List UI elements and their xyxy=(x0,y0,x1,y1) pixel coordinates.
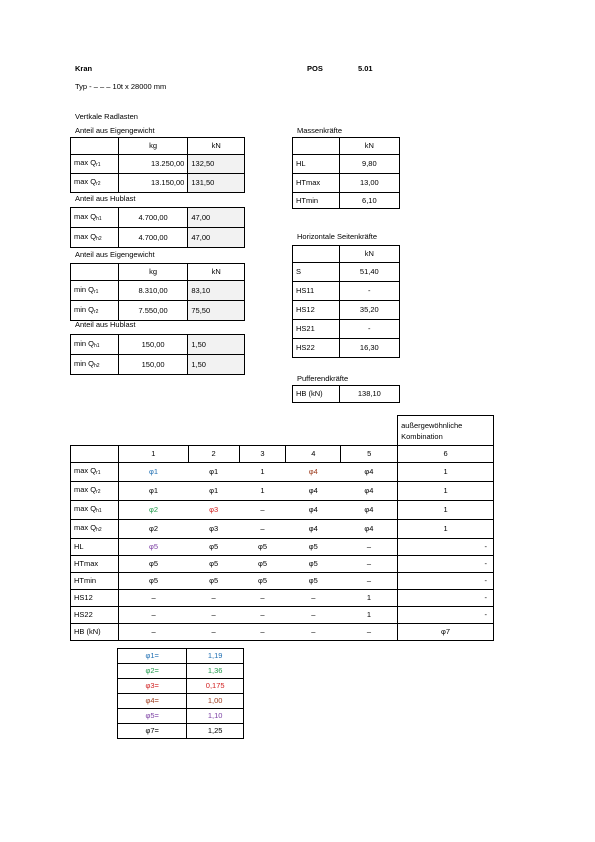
factor-label: φ7= xyxy=(118,724,187,739)
combo-cell: – xyxy=(118,624,188,641)
combo-cell: – xyxy=(118,590,188,607)
value: 9,80 xyxy=(339,155,399,174)
table-row xyxy=(293,301,400,320)
combo-cell: – xyxy=(239,624,286,641)
empty-header-cell xyxy=(71,138,119,155)
own-weight-label-2: Anteil aus Eigengewicht xyxy=(75,250,155,259)
unit-kn: kN xyxy=(339,246,399,263)
value: - xyxy=(339,282,399,301)
table-row xyxy=(71,301,245,321)
horizontal-title: Horizontale Seitenkräfte xyxy=(297,232,378,241)
combo-cell: φ4 xyxy=(341,463,398,482)
table-row xyxy=(293,155,400,174)
kg-value: 4.700,00 xyxy=(118,208,188,228)
table-row xyxy=(71,520,494,539)
combo-cell: φ1 xyxy=(188,482,239,501)
combo-cell: – xyxy=(118,607,188,624)
kg-value: 13.250,00 xyxy=(118,155,188,174)
row-label: S xyxy=(293,263,340,282)
combo-cell: φ7 xyxy=(398,624,494,641)
row-label: HB (kN) xyxy=(71,624,119,641)
row-label: HL xyxy=(71,539,119,556)
table-row xyxy=(71,556,494,573)
factors-body xyxy=(118,649,244,739)
row-label: HTmin xyxy=(71,573,119,590)
combo-cell: 1 xyxy=(398,501,494,520)
combo-cell: φ5 xyxy=(286,573,341,590)
factor-value: 1,00 xyxy=(187,694,244,709)
col-header: 6 xyxy=(398,446,494,463)
value: 51,40 xyxy=(339,263,399,282)
combo-cell: φ4 xyxy=(286,501,341,520)
combo-cell: φ1 xyxy=(188,463,239,482)
combo-cell: φ5 xyxy=(188,573,239,590)
horizontal-forces-table xyxy=(292,245,400,358)
combo-cell: φ5 xyxy=(188,556,239,573)
row-label: $\min Q_{r1}$ xyxy=(71,281,119,301)
value: 138,10 xyxy=(339,386,399,403)
blank-cell xyxy=(341,416,398,446)
table-row xyxy=(71,539,494,556)
kg-value: 150,00 xyxy=(118,355,188,375)
row-label: HB (kN) xyxy=(293,386,340,403)
table-row xyxy=(293,339,400,358)
max-own-weight-table xyxy=(70,137,245,193)
combo-cell: φ5 xyxy=(118,573,188,590)
table-row xyxy=(71,174,245,193)
factor-label: φ1= xyxy=(118,649,187,664)
combo-cell: 1 xyxy=(239,463,286,482)
vertical-title: Vertkale Radlasten xyxy=(75,112,138,121)
table-row xyxy=(118,664,244,679)
pos-value: 5.01 xyxy=(358,64,373,73)
special-combination-header: außergewöhnliche Kombination xyxy=(398,416,494,446)
row-label: $\max Q_{h2}$ xyxy=(71,520,119,539)
combo-cell: – xyxy=(239,590,286,607)
combo-cell: φ1 xyxy=(118,463,188,482)
combo-cell: 1 xyxy=(398,463,494,482)
kn-value: 131,50 xyxy=(188,174,245,193)
combo-cell: φ4 xyxy=(341,520,398,539)
table-row xyxy=(71,335,245,355)
blank-cell xyxy=(188,416,239,446)
col-header: 5 xyxy=(341,446,398,463)
table-row xyxy=(71,208,245,228)
pos-label: POS xyxy=(307,64,323,73)
row-label: HL xyxy=(293,155,340,174)
row-label: HTmin xyxy=(293,193,340,209)
row-label: $\max Q_{h2}$ xyxy=(71,228,119,248)
min-hub-table xyxy=(70,334,245,375)
table-row xyxy=(71,501,494,520)
row-label: HS12 xyxy=(71,590,119,607)
table-row xyxy=(293,386,400,403)
table-row xyxy=(71,228,245,248)
combo-cell: φ1 xyxy=(118,482,188,501)
buffer-table xyxy=(292,385,400,403)
combo-cell: - xyxy=(398,556,494,573)
kg-value: 150,00 xyxy=(118,335,188,355)
kn-value: 132,50 xyxy=(188,155,245,174)
combo-cell: – xyxy=(239,607,286,624)
combo-cell: – xyxy=(188,624,239,641)
factor-value: 1,10 xyxy=(187,709,244,724)
combo-cell: 1 xyxy=(398,520,494,539)
blank-cell xyxy=(71,416,119,446)
combo-cell: φ4 xyxy=(286,482,341,501)
table-row xyxy=(293,320,400,339)
row-label: HS12 xyxy=(293,301,340,320)
row-label: HS21 xyxy=(293,320,340,339)
unit-kn: kN xyxy=(188,264,245,281)
combo-cell: – xyxy=(341,539,398,556)
combo-cell: – xyxy=(341,624,398,641)
combo-cell: φ4 xyxy=(341,501,398,520)
unit-kn: kN xyxy=(188,138,245,155)
kg-value: 4.700,00 xyxy=(118,228,188,248)
combo-cell: φ5 xyxy=(239,556,286,573)
col-header: 2 xyxy=(188,446,239,463)
kg-value: 13.150,00 xyxy=(118,174,188,193)
value: 13,00 xyxy=(339,174,399,193)
combo-cell: φ4 xyxy=(341,482,398,501)
combination-header-row xyxy=(71,446,494,463)
table-row xyxy=(71,607,494,624)
combo-cell: – xyxy=(286,624,341,641)
combo-cell: 1 xyxy=(341,607,398,624)
kg-value: 7.550,00 xyxy=(118,301,188,321)
row-label: HS22 xyxy=(293,339,340,358)
empty-header-cell xyxy=(293,246,340,263)
factors-table xyxy=(117,648,244,739)
empty-header-cell xyxy=(71,264,119,281)
factor-label: φ4= xyxy=(118,694,187,709)
kn-value: 75,50 xyxy=(188,301,245,321)
combination-body xyxy=(71,463,494,641)
table-row xyxy=(293,282,400,301)
row-label: HS11 xyxy=(293,282,340,301)
table-row xyxy=(71,590,494,607)
combo-cell: – xyxy=(188,590,239,607)
table-row xyxy=(71,155,245,174)
value: 35,20 xyxy=(339,301,399,320)
combo-cell: - xyxy=(398,539,494,556)
table-row xyxy=(118,649,244,664)
table-row xyxy=(71,624,494,641)
combo-cell: φ2 xyxy=(118,520,188,539)
blank-cell xyxy=(118,416,188,446)
factor-value: 1,36 xyxy=(187,664,244,679)
unit-kg: kg xyxy=(118,264,188,281)
hub-label: Anteil aus Hublast xyxy=(75,194,136,203)
blank-cell xyxy=(286,416,341,446)
table-row xyxy=(293,193,400,209)
factor-value: 1,19 xyxy=(187,649,244,664)
row-label: $\min Q_{h1}$ xyxy=(71,335,119,355)
row-label: $\max Q_{h1}$ xyxy=(71,208,119,228)
kn-value: 1,50 xyxy=(188,335,245,355)
row-label: $\min Q_{h2}$ xyxy=(71,355,119,375)
factor-label: φ3= xyxy=(118,679,187,694)
combo-cell: φ4 xyxy=(286,463,341,482)
combo-cell: – xyxy=(341,573,398,590)
row-label: $\min Q_{r2}$ xyxy=(71,301,119,321)
empty-header-cell xyxy=(293,138,340,155)
combo-cell: φ3 xyxy=(188,520,239,539)
blank-cell xyxy=(239,416,286,446)
combination-table xyxy=(70,415,494,641)
kn-value: 1,50 xyxy=(188,355,245,375)
table-row xyxy=(71,355,245,375)
value: 16,30 xyxy=(339,339,399,358)
empty-header-cell xyxy=(71,446,119,463)
row-label: $\max Q_{r2}$ xyxy=(71,174,119,193)
table-row xyxy=(118,724,244,739)
row-label: HTmax xyxy=(293,174,340,193)
kn-value: 47,00 xyxy=(188,228,245,248)
table-row xyxy=(293,174,400,193)
row-label: $\max Q_{r1}$ xyxy=(71,463,119,482)
combo-cell: - xyxy=(398,590,494,607)
combo-cell: φ5 xyxy=(118,539,188,556)
combo-cell: – xyxy=(239,520,286,539)
combo-cell: φ4 xyxy=(286,520,341,539)
table-row xyxy=(71,281,245,301)
table-row xyxy=(71,482,494,501)
table-row xyxy=(118,679,244,694)
row-label: $\max Q_{r1}$ xyxy=(71,155,119,174)
mass-forces-table xyxy=(292,137,400,209)
doc-title: Kran xyxy=(75,64,93,73)
value: 6,10 xyxy=(339,193,399,209)
unit-kg: kg xyxy=(118,138,188,155)
table-row xyxy=(293,263,400,282)
combo-cell: – xyxy=(188,607,239,624)
combo-cell: 1 xyxy=(239,482,286,501)
combo-cell: 1 xyxy=(341,590,398,607)
combo-cell: φ5 xyxy=(188,539,239,556)
kn-value: 83,10 xyxy=(188,281,245,301)
combo-cell: - xyxy=(398,573,494,590)
table-row xyxy=(118,694,244,709)
combo-cell: – xyxy=(341,556,398,573)
row-label: HTmax xyxy=(71,556,119,573)
col-header: 4 xyxy=(286,446,341,463)
combo-cell: 1 xyxy=(398,482,494,501)
col-header: 3 xyxy=(239,446,286,463)
combo-cell: - xyxy=(398,607,494,624)
mass-title: Massenkräfte xyxy=(297,126,343,135)
max-hub-table xyxy=(70,207,245,248)
col-header: 1 xyxy=(118,446,188,463)
buffer-title: Pufferendkräfte xyxy=(297,374,349,383)
combo-cell: – xyxy=(239,501,286,520)
value: - xyxy=(339,320,399,339)
combo-cell: φ3 xyxy=(188,501,239,520)
factor-value: 1,25 xyxy=(187,724,244,739)
factor-label: φ5= xyxy=(118,709,187,724)
row-label: $\max Q_{h1}$ xyxy=(71,501,119,520)
table-row xyxy=(71,463,494,482)
unit-kn: kN xyxy=(339,138,399,155)
factor-value: 0,175 xyxy=(187,679,244,694)
combo-cell: φ2 xyxy=(118,501,188,520)
combo-cell: φ5 xyxy=(286,539,341,556)
table-row xyxy=(118,709,244,724)
table-row xyxy=(71,573,494,590)
min-own-weight-table xyxy=(70,263,245,321)
row-label: HS22 xyxy=(71,607,119,624)
kg-value: 8.310,00 xyxy=(118,281,188,301)
crane-type: Typ - – – – 10t x 28000 mm xyxy=(75,82,167,91)
kn-value: 47,00 xyxy=(188,208,245,228)
factor-label: φ2= xyxy=(118,664,187,679)
combo-cell: φ5 xyxy=(239,573,286,590)
hub-label-2: Anteil aus Hublast xyxy=(75,320,136,329)
combo-cell: φ5 xyxy=(286,556,341,573)
combo-cell: – xyxy=(286,590,341,607)
row-label: $\max Q_{r2}$ xyxy=(71,482,119,501)
combo-cell: φ5 xyxy=(239,539,286,556)
combo-cell: φ5 xyxy=(118,556,188,573)
own-weight-label: Anteil aus Eigengewicht xyxy=(75,126,155,135)
combo-cell: – xyxy=(286,607,341,624)
